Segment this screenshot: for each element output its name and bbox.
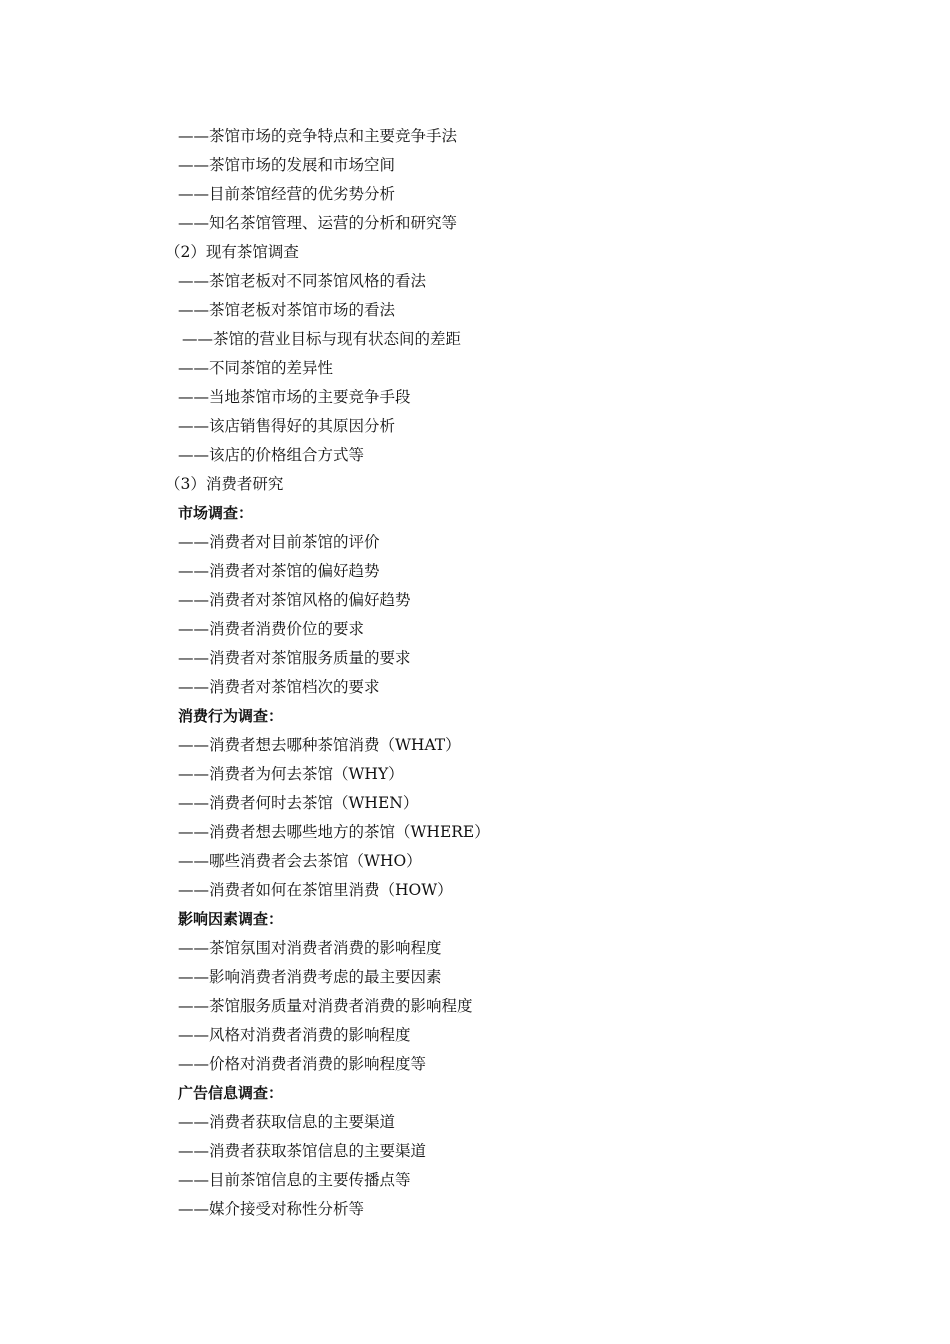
list-item: ——媒介接受对称性分析等 [178,1200,365,1218]
list-item: ——消费者对茶馆服务质量的要求 [178,649,411,667]
document-page [0,122,950,1224]
list-item: ——消费者对茶馆的偏好趋势 [178,562,380,580]
list-item: ——价格对消费者消费的影响程度等 [178,1055,427,1073]
list-item: ——知名茶馆管理、运营的分析和研究等 [178,214,458,232]
list-item: ——消费者想去哪种茶馆消费（WHAT） [178,736,461,754]
list-item: ——消费者对目前茶馆的评价 [178,533,380,551]
list-item: ——消费者获取信息的主要渠道 [178,1113,396,1131]
list-item: ——不同茶馆的差异性 [178,359,334,377]
list-item: ——影响消费者消费考虑的最主要因素 [178,968,442,986]
list-item: ——目前茶馆经营的优劣势分析 [178,185,396,203]
list-item: ——风格对消费者消费的影响程度 [178,1026,411,1044]
list-item: ——当地茶馆市场的主要竞争手段 [178,388,411,406]
list-item: ——该店的价格组合方式等 [178,446,365,464]
list-item: ——哪些消费者会去茶馆（WHO） [178,852,422,870]
subsection-heading: 影响因素调查： [178,910,284,928]
list-item: ——消费者想去哪些地方的茶馆（WHERE） [178,823,490,841]
list-item: ——目前茶馆信息的主要传播点等 [178,1171,411,1189]
list-item: ——茶馆市场的竞争特点和主要竞争手法 [178,127,458,145]
list-item: ——茶馆老板对茶馆市场的看法 [178,301,396,319]
list-item: ——消费者对茶馆档次的要求 [178,678,380,696]
list-item: ——茶馆市场的发展和市场空间 [178,156,396,174]
list-item: ——消费者如何在茶馆里消费（HOW） [178,881,453,899]
list-item: ——茶馆服务质量对消费者消费的影响程度 [178,997,473,1015]
list-item: ——消费者为何去茶馆（WHY） [178,765,404,783]
list-item: ——消费者获取茶馆信息的主要渠道 [178,1142,427,1160]
list-item: ——茶馆的营业目标与现有状态间的差距 [182,330,462,348]
list-item: ——消费者何时去茶馆（WHEN） [178,794,419,812]
list-item: ——茶馆氛围对消费者消费的影响程度 [178,939,442,957]
subsection-heading: 消费行为调查： [178,707,284,725]
list-item: ——该店销售得好的其原因分析 [178,417,396,435]
subsection-heading: 广告信息调查： [178,1084,284,1102]
subsection-heading: 市场调查： [178,504,254,522]
section-heading: （2）现有茶馆调查 [165,243,299,261]
list-item: ——消费者对茶馆风格的偏好趋势 [178,591,411,609]
list-item: ——茶馆老板对不同茶馆风格的看法 [178,272,427,290]
list-item: ——消费者消费价位的要求 [178,620,365,638]
section-heading: （3）消费者研究 [165,475,284,493]
